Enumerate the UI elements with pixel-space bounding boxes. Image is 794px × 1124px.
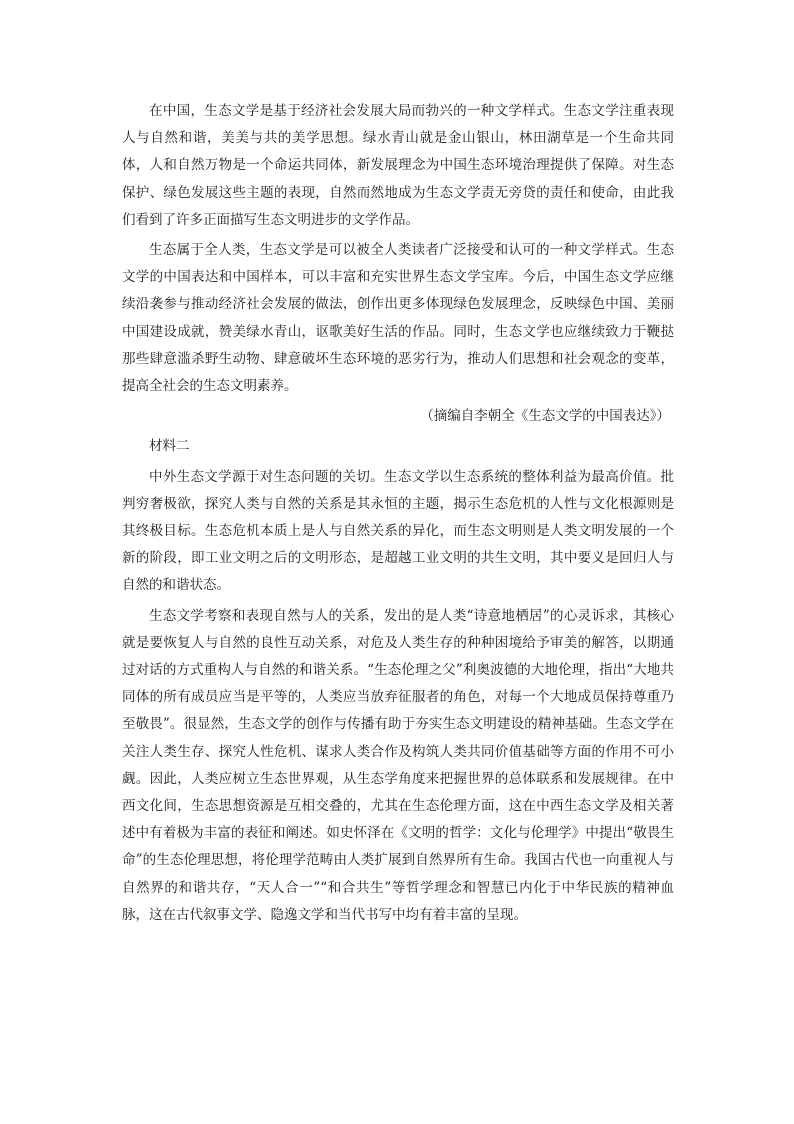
section-heading-material-two: 材料二 xyxy=(149,438,190,455)
paragraph-origins-ecoliterature: 中外生态文学源于对生态问题的关切。生态文学以生态系统的整体利益为最高价值。批判穷奢极欲，探究人类与自然的关系是其永恒的主题，揭示生态危机的人性与文化根源则是其终极目标。生态危机本质上是人与自然关系的异化，而生态文明则是人类文明发展的一个新的阶段，即工业文明之后的文明形态，是超越工业文明的共生文明，其中要义是回归人与自然的和谐状态。 xyxy=(122,468,674,594)
paragraph-nature-human-relation: 生态文学考察和表现自然与人的关系，发出的是人类“诗意地栖居”的心灵诉求，其核心就是要恢复人与自然的良性互动关系，对危及人类生存的种种困境给予审美的解答，以期通过对话的方式重构人与自然的和谐关系。“生态伦理之父”利奥波德的大地伦理，指出“大地共同体的所有成员应当是平等的，人类应当放弃征服者的角色，对每一个大地成员保持尊重乃至敬畏”。很显然，生态文学的创作与传播有助于夯实生态文明建设的精神基础。生态文学在关注人类生存、探究人性危机、谋求人类合作及构筑人类共同价值基础等方面的作用不可小觑。因此，人类应树立生态世界观，从生态学角度来把握世界的总体联系和发展规律。在中西文化间，生态思想资源是互相交叠的，尤其在生态伦理方面，这在中西生态文学及相关著述中有着极为丰富的表征和阐述。如史怀泽在《文明的哲学：文化与伦理学》中提出“敬畏生命”的生态伦理思想，将伦理学范畴由人类扩展到自然界所有生命。我国古代也一向重视人与自然界的和谐共存，“天人合一”“和合共生”等哲学理念和智慧已内化于中华民族的精神血脉，这在古代叙事文学、隐逸文学和当代书写中均有着丰富的呈现。 xyxy=(122,607,674,923)
paragraph-ecoliterature-china: 在中国，生态文学是基于经济社会发展大局而勃兴的一种文学样式。生态文学注重表现人与自然和谐，美美与共的美学思想。绿水青山就是金山银山，林田湖草是一个生命共同体，人和自然万物是一个命运共同体，新发展理念为中国生态环境治理提供了保障。对生态保护、绿色发展这些主题的表现，自然而然地成为生态文学责无旁贷的责任和使命，由此我们看到了许多正面描写生态文明进步的文学作品。 xyxy=(122,103,674,228)
source-citation: （摘编自李朝全《生态文学的中国表达》） xyxy=(420,408,670,425)
document-page xyxy=(122,98,674,929)
paragraph-ecology-belongs-humanity: 生态属于全人类，生态文学是可以被全人类读者广泛接受和认可的一种文学样式。生态文学的中国表达和中国样本，可以丰富和充实世界生态文学宝库。今后，中国生态文学应继续沿袭参与推动经济社会发展的做法，创作出更多体现绿色发展理念，反映绿色中国、美丽中国建设成就，赞美绿水青山，讴歌美好生活的作品。同时，生态文学也应继续致力于鞭挞那些肆意滥杀野生动物、肆意破坏生态环境的恶劣行为，推动人们思想和社会观念的变革，提高全社会的生态文明素养。 xyxy=(122,242,674,395)
